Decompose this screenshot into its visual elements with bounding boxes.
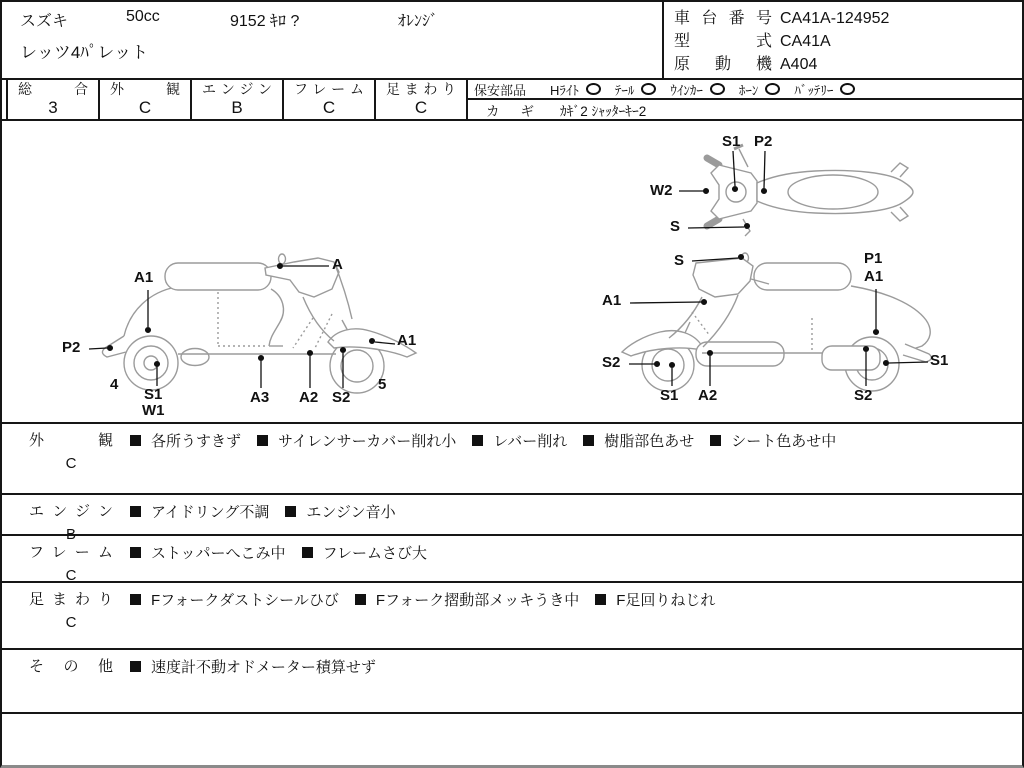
bullet-square-icon (472, 435, 483, 446)
bullet-square-icon (302, 547, 313, 558)
comment-item: サイレンサーカバー削れ小 (257, 430, 456, 450)
comment-item: Fフォークダストシールひび (130, 589, 339, 609)
model-name: レッツ4ﾊﾟレット (20, 43, 149, 62)
bullet-square-icon (355, 594, 366, 605)
pass-circle-icon (765, 83, 780, 95)
damage-label-left-p2: P2 (62, 339, 81, 356)
bullet-square-icon (130, 506, 141, 517)
section-engine (2, 493, 1022, 543)
damage-diagram (2, 121, 1022, 422)
bullet-square-icon (710, 435, 721, 446)
comment-item: フレームさび大 (302, 542, 427, 562)
bullet-square-icon (130, 547, 141, 558)
chassis-number-label: 車台番号 (674, 10, 772, 27)
safety-item-taillight: ﾃｰﾙ (615, 80, 657, 99)
pass-circle-icon (586, 83, 601, 95)
rating-overall-value: 3 (48, 98, 58, 117)
comment-item: Fフォーク摺動部メッキうき中 (355, 589, 579, 609)
pass-circle-icon (840, 83, 855, 95)
damage-label-right-a1-top: A1 (864, 268, 884, 285)
damage-label-top-s: S (670, 218, 681, 235)
bullet-square-icon (583, 435, 594, 446)
rating-engine: エンジン B (190, 80, 282, 119)
engine-code-label: 原動機 (674, 56, 772, 73)
ratings-strip (2, 78, 1022, 121)
damage-label-right-a2: A2 (698, 387, 718, 404)
section-frame-grade: C (65, 567, 77, 584)
rating-frame-value: C (322, 98, 336, 117)
section-other (2, 648, 1022, 712)
displacement: 50cc (126, 8, 160, 25)
mileage: 9152 ｷﾛ ? (230, 13, 300, 30)
comment-item: アイドリング不調 (130, 501, 269, 521)
comment-item: エンジン音小 (285, 501, 395, 521)
safety-item-horn: ﾎｰﾝ (739, 80, 781, 99)
chassis-number-value: CA41A-124952 (780, 10, 890, 27)
section-exterior-label: 外観 (29, 432, 113, 449)
safety-item-headlight: Hﾗｲﾄ (550, 80, 601, 99)
pass-circle-icon (641, 83, 656, 95)
damage-label-left-s2: S2 (332, 389, 351, 406)
damage-label-top-p2: P2 (754, 133, 773, 150)
bullet-square-icon (285, 506, 296, 517)
header-left (2, 2, 662, 78)
comment-item: ストッパーへこみ中 (130, 542, 286, 562)
safety-parts-title: 保安部品 (474, 82, 527, 98)
comment-item: 各所うすきず (130, 430, 241, 450)
comment-item: 速度計不動オドメーター積算せず (130, 656, 376, 676)
rating-exterior: 外観 C (98, 80, 190, 119)
damage-label-left-s1: S1 (144, 386, 163, 403)
section-engine-grade: B (65, 526, 76, 543)
damage-label-left-a: A (332, 256, 343, 273)
damage-label-left-a1-front: A1 (397, 332, 417, 349)
comment-item: F足回りねじれ (595, 589, 715, 609)
engine-code-value: A404 (780, 56, 818, 73)
model-code-value: CA41A (780, 33, 831, 50)
damage-label-left-5: 5 (378, 376, 387, 393)
body-color: ｵﾚﾝｼﾞ (398, 13, 439, 30)
bullet-square-icon (130, 594, 141, 605)
rating-frame: フレーム C (282, 80, 374, 119)
section-undercarriage-grade: C (65, 614, 77, 631)
damage-label-right-p1: P1 (864, 250, 883, 267)
section-exterior (2, 422, 1022, 493)
empty-footer-row (2, 712, 1022, 765)
section-exterior-grade: C (65, 455, 77, 472)
rating-undercarriage: 足まわり C (374, 80, 466, 119)
rating-exterior-value: C (138, 98, 152, 117)
rating-engine-value: B (231, 98, 243, 117)
damage-label-left-a1-rear: A1 (134, 269, 154, 286)
section-undercarriage-label: 足まわり (29, 591, 113, 608)
comment-item: 樹脂部色あせ (583, 430, 694, 450)
damage-label-left-w1: W1 (142, 402, 165, 419)
header (2, 2, 1022, 78)
section-engine-label: エンジン (29, 503, 113, 520)
bullet-square-icon (257, 435, 268, 446)
maker-name: スズキ (20, 13, 69, 30)
header-right (662, 2, 1022, 78)
bullet-square-icon (595, 594, 606, 605)
damage-label-left-a3: A3 (250, 389, 270, 406)
damage-label-right-s2-right: S2 (854, 387, 873, 404)
comment-item: シート色あせ中 (710, 430, 836, 450)
comment-item: レバー削れ (472, 430, 567, 450)
pass-circle-icon (710, 83, 725, 95)
safety-item-battery: ﾊﾞｯﾃﾘｰ (794, 80, 855, 99)
section-other-label: その他 (29, 658, 113, 675)
damage-label-right-s1-bottom: S1 (660, 387, 679, 404)
damage-label-right-s2-left: S2 (602, 354, 621, 371)
key-value: ｶｷﾞ2 ｼｬｯﾀｰｷｰ2 (560, 104, 647, 119)
damage-label-top-s1: S1 (722, 133, 741, 150)
section-undercarriage (2, 581, 1022, 648)
damage-label-right-s1-right: S1 (930, 352, 949, 369)
rating-undercarriage-value: C (414, 98, 428, 117)
bullet-square-icon (130, 661, 141, 672)
rating-overall: 総合 3 (6, 80, 98, 119)
key-label: カギ (486, 104, 534, 119)
damage-label-left-a2: A2 (299, 389, 319, 406)
section-frame (2, 534, 1022, 584)
bullet-square-icon (130, 435, 141, 446)
damage-label-right-s: S (674, 252, 685, 269)
model-code-label: 型式 (674, 33, 772, 50)
damage-label-right-a1-left: A1 (602, 292, 622, 309)
section-frame-label: フレーム (29, 544, 113, 561)
safety-parts-box (466, 80, 1022, 119)
damage-label-left-4: 4 (110, 376, 119, 393)
safety-item-winker: ｳｲﾝｶｰ (670, 80, 725, 99)
damage-label-top-w2: W2 (650, 182, 673, 199)
